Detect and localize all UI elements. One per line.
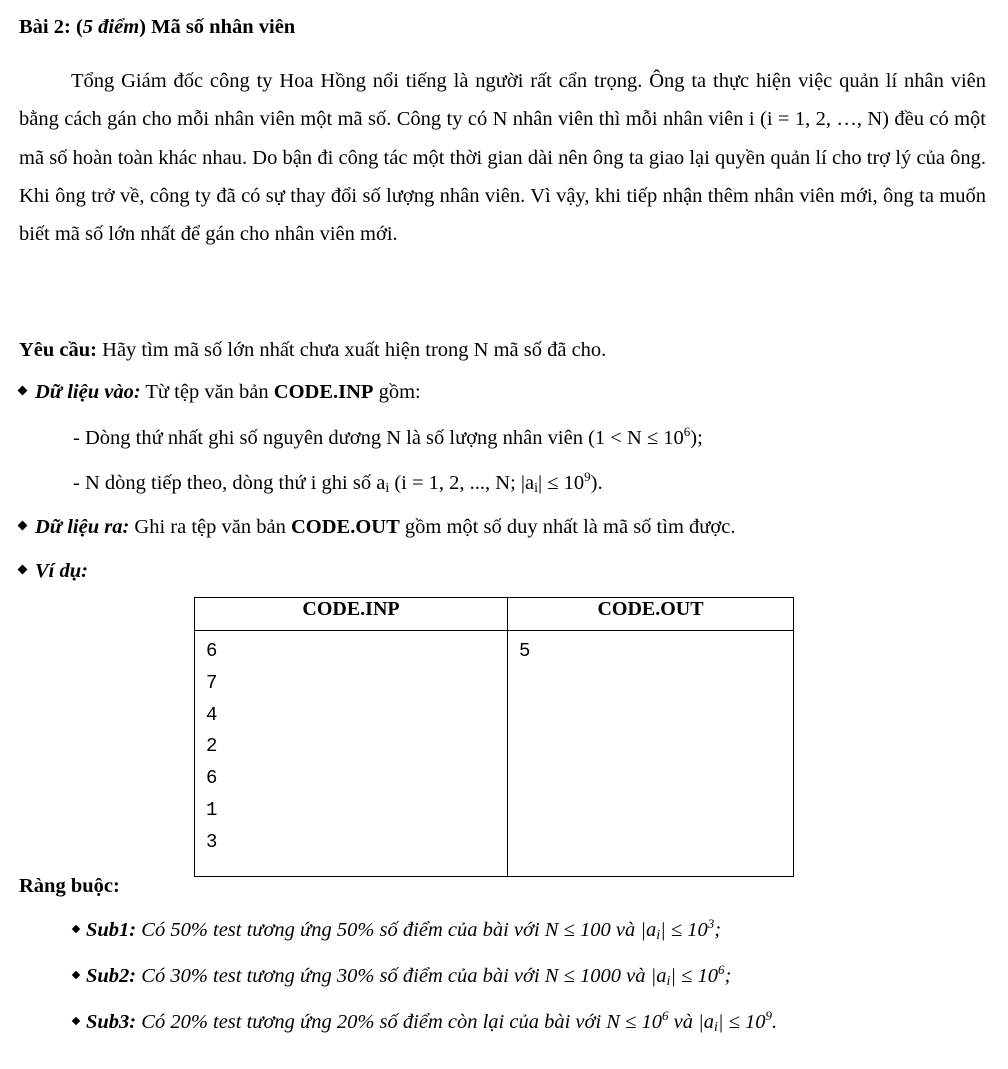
example-input-lines xyxy=(195,631,507,859)
diamond-bullet-icon xyxy=(18,386,28,396)
diamond-bullet-icon xyxy=(18,565,28,575)
diamond-bullet-icon xyxy=(72,971,80,979)
constraints-heading: Ràng buộc: xyxy=(19,875,120,897)
diamond-bullet-icon xyxy=(18,521,28,531)
example-input-line: 7 xyxy=(206,671,218,694)
problem-title: Bài 2: (5 điểm) Mã số nhân viên xyxy=(19,16,296,38)
example-output-line: 5 xyxy=(519,640,531,662)
example-header-output: CODE.OUT xyxy=(508,598,794,631)
diamond-bullet-icon xyxy=(72,925,80,933)
input-line-1: - Dòng thứ nhất ghi số nguyên dương N là số lượng nhân viên $(1 < N \le 10^6)$; xyxy=(73,424,703,449)
input-section: Dữ liệu vào: Từ tệp văn bản CODE.INP gồm: xyxy=(19,381,421,404)
output-section: Dữ liệu ra: Ghi ra tệp văn bản CODE.OUT gồm một số duy nhất là mã số tìm được. xyxy=(19,516,735,539)
example-input-line: 6 xyxy=(206,640,218,662)
example-output-cell xyxy=(508,631,794,877)
example-header-input: CODE.INP xyxy=(195,598,508,631)
subtask-2: Sub2: Có 30% test tương ứng 30% số điểm của bài với N ≤ 1000 và $|ai| \le 10^6$; xyxy=(73,965,731,988)
points: 5 điểm xyxy=(82,16,140,38)
input-line-2: - N dòng tiếp theo, dòng thứ i ghi số ai (i = 1, 2, ..., N; $|ai| \le 10^9$). xyxy=(73,469,603,496)
example-table xyxy=(194,597,794,877)
example-input-line: 1 xyxy=(206,798,218,821)
subtask-3: Sub3: Có 20% test tương ứng 20% số điểm còn lại của bài với $N \le 10^6$ và $|ai| \le 10^9$. xyxy=(73,1011,777,1034)
example-input-cell xyxy=(195,631,508,877)
example-input-line: 4 xyxy=(206,703,218,726)
subtask-1: Sub1: Có 50% test tương ứng 50% số điểm của bài với N ≤ 100 và $|ai| \le 10^3$; xyxy=(73,919,721,942)
requirement: Yêu cầu: Hãy tìm mã số lớn nhất chưa xuất hiện trong N mã số đã cho. xyxy=(19,339,607,361)
example-input-line: 3 xyxy=(206,830,218,853)
diamond-bullet-icon xyxy=(72,1017,80,1025)
example-output-lines xyxy=(508,631,793,668)
example-heading: Ví dụ: xyxy=(19,560,88,583)
example-input-line: 6 xyxy=(206,767,218,790)
problem-statement: Tổng Giám đốc công ty Hoa Hồng nổi tiếng là người rất cẩn trọng. Ông ta thực hiện việc quản lí nhân viên bằng cách gán cho mỗi nhân viên một mã số. Công ty có N nhân viên thì mỗi nhân viên i (i = 1, 2, …, N) đều có một mã số hoàn toàn khác nhau. Do bận đi công tác một thời gian dài nên ông ta giao lại quyền quản lí cho trợ lý của ông. Khi ông trở về, công ty đã có sự thay đổi số lượng nhân viên. Vì vậy, khi tiếp nhận thêm nhân viên mới, ông ta muốn biết mã số lớn nhất để gán cho nhân viên mới. xyxy=(19,70,986,246)
example-input-line: 2 xyxy=(206,735,218,758)
